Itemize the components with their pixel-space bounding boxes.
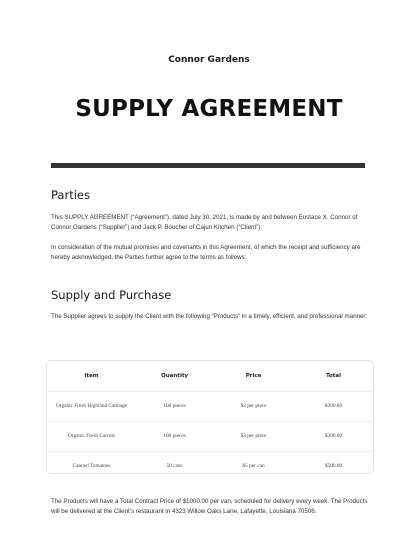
supply-paragraph-2: The Products will have a Total Contract Price of $1000.00 per van, scheduled for delivery every week. The Products will be delivered at the Client’s restaurant in 4323 Willow Oaks Lane, Lafayette, Louisiana 70506. xyxy=(51,498,368,516)
table-row xyxy=(47,452,373,482)
cell-price: $3 per piece xyxy=(213,422,294,452)
column-header-total: Total xyxy=(325,373,342,379)
document-title: SUPPLY AGREEMENT xyxy=(75,96,343,122)
parties-paragraph-1: This SUPPLY AGREEMENT (“Agreement”), dated July 30, 2021, is made by and between Eustace X. Connor of Connor Gardens (“Supplier”) and Jack P. Boucher of Cajun Kitchen (“Client”). xyxy=(51,214,358,232)
cell-quantity: 100 pieces xyxy=(136,392,213,422)
cell-total: $200.00 xyxy=(294,392,373,422)
section-heading-parties: Parties xyxy=(51,188,90,202)
section-heading-supply: Supply and Purchase xyxy=(51,288,172,302)
table-row xyxy=(47,422,373,452)
parties-paragraph-2: In consideration of the mutual promises and covenants in this Agreement, of which the receipt and sufficiency are hereby acknowledged, the Parties further agree to the terms as follows: xyxy=(51,244,361,262)
cell-total: $500.00 xyxy=(294,452,373,482)
cell-item: Organic Fresh Carrots xyxy=(47,422,136,452)
cell-quantity: 100 pieces xyxy=(136,422,213,452)
column-header-price: Price xyxy=(245,373,262,379)
column-header-item: Item xyxy=(84,373,99,379)
supply-paragraph-1: The Supplier agrees to supply the Client with the following “Products” in a timely, efficient, and professional manner: xyxy=(51,313,368,320)
cell-price: $2 per piece xyxy=(213,392,294,422)
table-row xyxy=(47,392,373,422)
cell-total: $300.00 xyxy=(294,422,373,452)
cell-item: Organic Fresh Highland Cabbage xyxy=(47,392,136,422)
company-name: Connor Gardens xyxy=(168,55,250,65)
products-table xyxy=(46,360,374,474)
cell-quantity: 50 cans xyxy=(136,452,213,482)
title-divider xyxy=(51,163,365,168)
cell-price: $5 per can xyxy=(213,452,294,482)
cell-item: Canned Tomatoes xyxy=(47,452,136,482)
column-header-quantity: Quantity xyxy=(161,373,189,379)
table-header-row xyxy=(47,361,373,392)
